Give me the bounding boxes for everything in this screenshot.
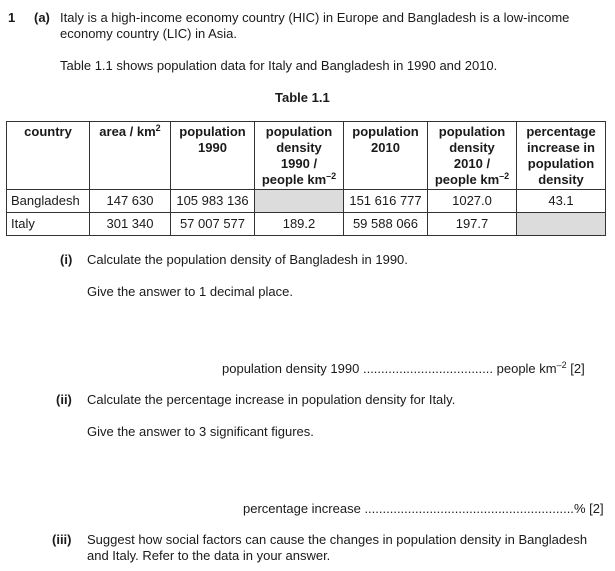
cell-population-1990: 105 983 136 bbox=[171, 190, 255, 213]
part-i-answer-line[interactable] bbox=[222, 361, 585, 377]
part-ii-answer-dots: .......................................................... bbox=[364, 501, 574, 516]
part-i-unit: people $km^{-2}$ bbox=[496, 360, 567, 376]
header-percentage-increase: percentage increase in population density bbox=[517, 122, 606, 190]
part-iii-question-line-1: Suggest how social factors can cause the changes in population density in Bangladesh bbox=[87, 532, 588, 547]
part-i-question: Calculate the population density of Bangladesh in 1990. bbox=[87, 252, 408, 267]
table-row-italy bbox=[7, 213, 606, 236]
part-a-label: (a) bbox=[34, 10, 50, 25]
cell-country: Bangladesh bbox=[7, 190, 90, 213]
part-i-answer-dots: .................................... bbox=[362, 361, 493, 376]
table-header-row bbox=[7, 122, 606, 190]
header-area: area / $km^2$ bbox=[90, 122, 171, 190]
question-number: 1 bbox=[8, 10, 16, 25]
cell-density-1990-blank bbox=[255, 190, 344, 213]
part-iii-label: (iii) bbox=[52, 532, 72, 547]
part-i-instruction: Give the answer to 1 decimal place. bbox=[87, 284, 293, 299]
cell-density-1990: 189.2 bbox=[255, 213, 344, 236]
cell-density-2010: 1027.0 bbox=[428, 190, 517, 213]
cell-area: 301 340 bbox=[90, 213, 171, 236]
cell-percentage-increase: 43.1 bbox=[517, 190, 606, 213]
cell-population-2010: 151 616 777 bbox=[344, 190, 428, 213]
part-ii-question: Calculate the percentage increase in population density for Italy. bbox=[87, 392, 456, 407]
intro-line-1: Italy is a high-income economy country (HIC) in Europe and Bangladesh is a low-income bbox=[60, 10, 570, 25]
part-i-label: (i) bbox=[60, 252, 73, 267]
part-i-answer-label: population density 1990 bbox=[222, 361, 360, 376]
header-population-2010: population 2010 bbox=[344, 122, 428, 190]
cell-population-2010: 59 588 066 bbox=[344, 213, 428, 236]
header-density-2010: population density 2010 / people $km^{-2}$ bbox=[428, 122, 517, 190]
cell-area: 147 630 bbox=[90, 190, 171, 213]
intro-line-2: economy country (LIC) in Asia. bbox=[60, 26, 238, 41]
part-ii-marks: [2] bbox=[589, 501, 604, 516]
cell-country: Italy bbox=[7, 213, 90, 236]
part-iii-question-line-2: and Italy. Refer to the data in your answer. bbox=[87, 548, 331, 563]
part-i-marks: [2] bbox=[570, 361, 585, 376]
cell-percentage-increase-blank bbox=[517, 213, 606, 236]
cell-density-2010: 197.7 bbox=[428, 213, 517, 236]
header-country: country bbox=[7, 122, 90, 190]
header-density-1990: population density 1990 / people $km^{-2}$ bbox=[255, 122, 344, 190]
part-ii-answer-label: percentage increase bbox=[243, 501, 361, 516]
header-population-1990: population 1990 bbox=[171, 122, 255, 190]
part-ii-instruction: Give the answer to 3 significant figures. bbox=[87, 424, 314, 439]
table-row-bangladesh bbox=[7, 190, 606, 213]
part-ii-unit: % bbox=[573, 501, 586, 516]
part-ii-answer-line[interactable] bbox=[243, 501, 604, 517]
cell-population-1990: 57 007 577 bbox=[171, 213, 255, 236]
population-table bbox=[6, 121, 606, 236]
table-reference: Table 1.1 shows population data for Italy and Bangladesh in 1990 and 2010. bbox=[60, 58, 498, 73]
part-ii-label: (ii) bbox=[56, 392, 72, 407]
table-title: Table 1.1 bbox=[275, 90, 330, 105]
